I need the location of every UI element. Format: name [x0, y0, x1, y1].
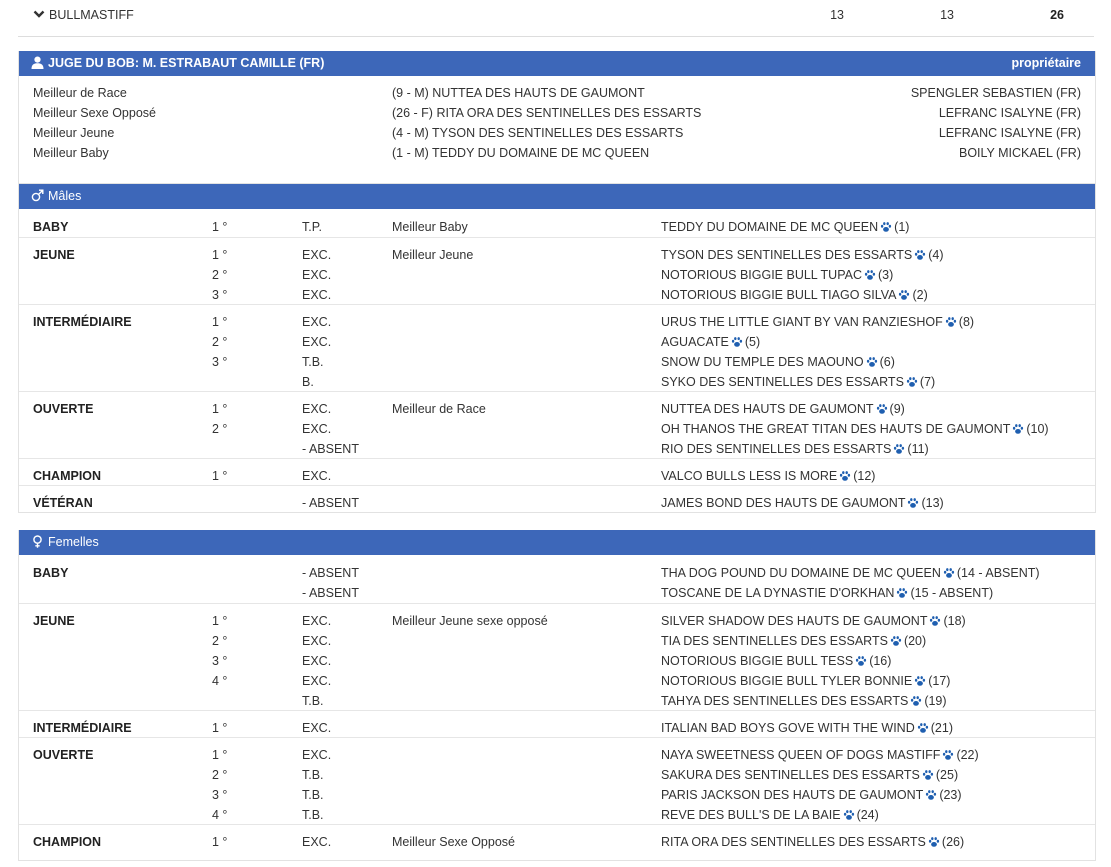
entry-rank: 3 ° — [212, 788, 228, 802]
entry-qualification: EXC. — [302, 288, 332, 302]
catalog-number: (9) — [889, 402, 905, 416]
dog-name-link[interactable]: NOTORIOUS BIGGIE BULL TYLER BONNIE — [661, 674, 913, 688]
entry-rank: 1 ° — [212, 614, 228, 628]
entry-dog — [661, 765, 958, 787]
catalog-number: (10) — [1026, 422, 1049, 436]
entry-dog — [661, 352, 895, 374]
entry-row — [19, 718, 1095, 738]
paw-icon[interactable] — [866, 354, 878, 374]
entry-qualification: EXC. — [302, 674, 332, 688]
catalog-number: (22) — [956, 748, 979, 762]
entry-rank: 2 ° — [212, 335, 228, 349]
entry-dog — [661, 583, 993, 605]
catalog-number: (23) — [939, 788, 962, 802]
entry-rank: 1 ° — [212, 248, 228, 262]
catalog-number: (12) — [853, 469, 876, 483]
entry-dog — [661, 651, 891, 673]
entry-row — [19, 217, 1095, 237]
paw-icon[interactable] — [907, 495, 919, 515]
entry-award: Meilleur Jeune sexe opposé — [392, 614, 548, 628]
entry-dog — [661, 785, 962, 807]
paw-icon[interactable] — [880, 219, 892, 239]
entry-qualification: - ABSENT — [302, 586, 359, 600]
dog-name-link[interactable]: OH THANOS THE GREAT TITAN DES HAUTS DE GAUMONT — [661, 422, 1011, 436]
females-title: Femelles — [48, 535, 99, 549]
entry-row — [19, 785, 1095, 805]
award-row — [33, 143, 1081, 163]
entry-dog — [661, 217, 909, 239]
catalog-number: (4) — [928, 248, 944, 262]
breed-name[interactable]: BULLMASTIFF — [49, 8, 134, 22]
entry-qualification: - ABSENT — [302, 566, 359, 580]
judge-panel-header — [19, 51, 1095, 76]
class-name: CHAMPION — [33, 835, 102, 849]
catalog-number: (15 - ABSENT) — [910, 586, 994, 600]
dog-name-link[interactable]: TYSON DES SENTINELLES DES ESSARTS — [661, 248, 913, 262]
dog-name-link[interactable]: PARIS JACKSON DES HAUTS DE GAUMONT — [661, 788, 924, 802]
chevron-down-icon[interactable] — [33, 8, 45, 20]
paw-icon[interactable] — [943, 565, 955, 585]
class-section — [19, 824, 1095, 852]
entry-qualification: EXC. — [302, 835, 332, 849]
entry-row — [19, 245, 1095, 265]
class-section — [19, 710, 1095, 738]
dog-name-link[interactable]: SNOW DU TEMPLE DES MAOUNO — [661, 355, 864, 369]
award-row — [33, 123, 1081, 143]
entry-rank: 1 ° — [212, 469, 228, 483]
dog-name-link[interactable]: NOTORIOUS BIGGIE BULL TIAGO SILVA — [661, 288, 897, 302]
entry-award: Meilleur Jeune — [392, 248, 474, 262]
divider — [18, 36, 1094, 37]
class-section — [19, 304, 1095, 392]
award-name: Meilleur Jeune — [33, 126, 115, 140]
paw-icon[interactable] — [855, 653, 867, 673]
entry-rank: 2 ° — [212, 268, 228, 282]
entry-rank: 2 ° — [212, 768, 228, 782]
dog-name-link[interactable]: VALCO BULLS LESS IS MORE — [661, 469, 838, 483]
entry-row — [19, 399, 1095, 419]
award-owner: LEFRANC ISALYNE (FR) — [938, 106, 1081, 120]
entry-dog — [661, 611, 966, 633]
entry-row — [19, 765, 1095, 785]
dog-name-link[interactable]: TOSCANE DE LA DYNASTIE D'ORKHAN — [661, 586, 895, 600]
catalog-number: (5) — [744, 335, 761, 349]
entry-rank: 1 ° — [212, 315, 228, 329]
catalog-number: (20) — [903, 634, 927, 648]
dog-name-link[interactable]: NOTORIOUS BIGGIE BULL TUPAC — [661, 268, 862, 282]
female-icon — [31, 535, 44, 548]
catalog-number: (14 - ABSENT) — [956, 566, 1040, 580]
entry-rank: 1 ° — [212, 402, 228, 416]
entry-qualification: EXC. — [302, 402, 332, 416]
entry-row — [19, 372, 1095, 392]
entry-qualification: B. — [302, 375, 314, 389]
paw-icon[interactable] — [922, 767, 934, 787]
paw-icon[interactable] — [731, 334, 743, 354]
entry-row — [19, 651, 1095, 671]
dog-name-link[interactable]: TEDDY DU DOMAINE DE MC QUEEN — [661, 220, 879, 234]
dog-name-link[interactable]: AGUACATE — [661, 335, 729, 349]
entry-qualification: T.B. — [302, 694, 324, 708]
dog-name-link[interactable]: SILVER SHADOW DES HAUTS DE GAUMONT — [661, 614, 928, 628]
entry-row — [19, 805, 1095, 825]
entry-qualification: EXC. — [302, 315, 332, 329]
dog-name-link[interactable]: THA DOG POUND DU DOMAINE DE MC QUEEN — [661, 566, 941, 580]
breed-row[interactable] — [0, 0, 1111, 32]
dog-name-link[interactable]: ITALIAN BAD BOYS GOVE WITH THE WIND — [661, 721, 915, 735]
dog-name-link[interactable]: SYKO DES SENTINELLES DES ESSARTS — [661, 375, 904, 389]
entry-row — [19, 832, 1095, 852]
entry-dog — [661, 745, 979, 767]
count-total: 26 — [1050, 8, 1064, 22]
dog-name-link[interactable]: RITA ORA DES SENTINELLES DES ESSARTS — [661, 835, 926, 849]
paw-icon[interactable] — [925, 787, 937, 807]
catalog-number: (21) — [930, 721, 953, 735]
entry-award: Meilleur Sexe Opposé — [392, 835, 515, 849]
entry-dog — [661, 265, 893, 287]
entry-qualification: EXC. — [302, 721, 332, 735]
catalog-number: (18) — [943, 614, 966, 628]
entry-qualification: EXC. — [302, 268, 332, 282]
class-name: INTERMÉDIAIRE — [33, 315, 132, 329]
entry-rank: 3 ° — [212, 355, 228, 369]
entry-row — [19, 563, 1095, 583]
class-section — [19, 458, 1095, 486]
entry-rank: 3 ° — [212, 288, 228, 302]
dog-name-link[interactable]: TIA DES SENTINELLES DES ESSARTS — [661, 634, 888, 648]
dog-name-link[interactable]: JAMES BOND DES HAUTS DE GAUMONT — [661, 496, 906, 510]
catalog-number: (6) — [879, 355, 895, 369]
award-row — [33, 103, 1081, 123]
paw-icon[interactable] — [896, 585, 908, 605]
entry-qualification: - ABSENT — [302, 496, 359, 510]
catalog-number: (13) — [921, 496, 944, 510]
catalog-number: (17) — [928, 674, 951, 688]
entry-qualification: EXC. — [302, 614, 332, 628]
class-section — [19, 737, 1095, 825]
entry-row — [19, 439, 1095, 459]
entry-row — [19, 583, 1095, 603]
entry-qualification: T.B. — [302, 808, 324, 822]
entry-dog — [661, 332, 760, 354]
class-name: JEUNE — [33, 248, 75, 262]
dog-name-link[interactable]: NOTORIOUS BIGGIE BULL TESS — [661, 654, 854, 668]
award-name: Meilleur Baby — [33, 146, 109, 160]
entry-qualification: EXC. — [302, 654, 332, 668]
entry-dog — [661, 563, 1040, 585]
males-title: Mâles — [48, 189, 82, 203]
dog-name-link[interactable]: REVE DES BULL'S DE LA BAIE — [661, 808, 841, 822]
dog-name-link[interactable]: TAHYA DES SENTINELLES DES ESSARTS — [661, 694, 909, 708]
user-icon — [31, 56, 44, 69]
catalog-number: (8) — [958, 315, 975, 329]
entry-qualification: EXC. — [302, 748, 332, 762]
catalog-number: (1) — [894, 220, 910, 234]
award-owner: BOILY MICKAEL (FR) — [958, 146, 1081, 160]
entry-row — [19, 671, 1095, 691]
entry-rank: 4 ° — [212, 674, 228, 688]
class-section — [19, 485, 1095, 513]
entry-row — [19, 332, 1095, 352]
catalog-number: (25) — [935, 768, 959, 782]
paw-icon[interactable] — [928, 834, 940, 854]
class-section — [19, 603, 1095, 711]
male-icon — [31, 189, 44, 202]
entry-dog — [661, 245, 944, 267]
entry-dog — [661, 631, 926, 653]
entry-rank: 1 ° — [212, 220, 228, 234]
award-dog[interactable]: (1 - M) TEDDY DU DOMAINE DE MC QUEEN — [392, 146, 650, 160]
class-section — [19, 210, 1095, 237]
class-name: JEUNE — [33, 614, 75, 628]
entry-rank: 1 ° — [212, 721, 228, 735]
catalog-number: (24) — [856, 808, 879, 822]
entry-dog — [661, 671, 950, 693]
dog-name-link[interactable]: NUTTEA DES HAUTS DE GAUMONT — [661, 402, 874, 416]
paw-icon[interactable] — [945, 314, 957, 334]
entry-row — [19, 466, 1095, 486]
catalog-number: (16) — [869, 654, 892, 668]
entry-row — [19, 493, 1095, 513]
entry-rank: 1 ° — [212, 748, 228, 762]
entry-qualification: T.P. — [302, 220, 322, 234]
class-name: BABY — [33, 566, 69, 580]
entry-row — [19, 691, 1095, 711]
entry-dog — [661, 312, 974, 334]
entry-rank: 2 ° — [212, 634, 228, 648]
entry-dog — [661, 493, 944, 515]
entry-qualification: T.B. — [302, 788, 324, 802]
dog-name-link[interactable]: URUS THE LITTLE GIANT BY VAN RANZIESHOF — [661, 315, 943, 329]
paw-icon[interactable] — [942, 747, 954, 767]
paw-icon[interactable] — [929, 613, 941, 633]
judge-panel — [18, 51, 1096, 184]
males-panel — [18, 184, 1096, 513]
class-name: OUVERTE — [33, 402, 94, 416]
class-section — [19, 237, 1095, 305]
award-row — [33, 83, 1081, 103]
entry-qualification: - ABSENT — [302, 442, 359, 456]
entry-award: Meilleur Baby — [392, 220, 468, 234]
entry-rank: 4 ° — [212, 808, 228, 822]
entry-qualification: T.B. — [302, 355, 324, 369]
class-section — [19, 391, 1095, 459]
entry-row — [19, 745, 1095, 765]
catalog-number: (11) — [907, 442, 929, 456]
catalog-number: (7) — [919, 375, 936, 389]
award-owner: LEFRANC ISALYNE (FR) — [938, 126, 1081, 140]
count-females: 13 — [940, 8, 954, 22]
catalog-number: (2) — [912, 288, 928, 302]
entry-row — [19, 419, 1095, 439]
class-name: BABY — [33, 220, 69, 234]
judge-title: JUGE DU BOB: M. ESTRABAUT CAMILLE (FR) — [48, 56, 325, 70]
award-dog[interactable]: (4 - M) TYSON DES SENTINELLES DES ESSARTS — [392, 126, 684, 140]
entry-row — [19, 611, 1095, 631]
paw-icon[interactable] — [890, 633, 902, 653]
paw-icon[interactable] — [914, 247, 926, 267]
award-dog[interactable]: (26 - F) RITA ORA DES SENTINELLES DES ESSARTS — [392, 106, 702, 120]
entry-row — [19, 352, 1095, 372]
entry-qualification: EXC. — [302, 335, 332, 349]
males-header — [19, 184, 1095, 209]
paw-icon[interactable] — [864, 267, 876, 287]
owner-column-label: propriétaire — [1011, 56, 1081, 70]
award-name: Meilleur Sexe Opposé — [33, 106, 156, 120]
entry-qualification: EXC. — [302, 248, 332, 262]
entry-qualification: EXC. — [302, 634, 332, 648]
class-name: CHAMPION — [33, 469, 102, 483]
class-name: VÉTÉRAN — [33, 496, 93, 510]
class-section — [19, 556, 1095, 603]
entry-dog — [661, 832, 964, 854]
entry-qualification: EXC. — [302, 469, 332, 483]
females-header — [19, 530, 1095, 555]
females-panel — [18, 530, 1096, 861]
award-dog[interactable]: (9 - M) NUTTEA DES HAUTS DE GAUMONT — [392, 86, 645, 100]
award-name: Meilleur de Race — [33, 86, 127, 100]
entry-rank: 1 ° — [212, 835, 228, 849]
paw-icon[interactable] — [1012, 421, 1024, 441]
entry-row — [19, 285, 1095, 305]
entry-dog — [661, 399, 905, 421]
entry-qualification: T.B. — [302, 768, 324, 782]
catalog-number: (3) — [877, 268, 894, 282]
entry-rank: 3 ° — [212, 654, 228, 668]
count-males: 13 — [830, 8, 844, 22]
entry-dog — [661, 419, 1049, 441]
entry-row — [19, 265, 1095, 285]
award-owner: SPENGLER SEBASTIEN (FR) — [910, 86, 1081, 100]
catalog-number: (19) — [924, 694, 947, 708]
entry-rank: 2 ° — [212, 422, 228, 436]
class-name: INTERMÉDIAIRE — [33, 721, 132, 735]
dog-name-link[interactable]: RIO DES SENTINELLES DES ESSARTS — [661, 442, 892, 456]
entry-row — [19, 312, 1095, 332]
dog-name-link[interactable]: SAKURA DES SENTINELLES DES ESSARTS — [661, 768, 920, 782]
catalog-number: (26) — [941, 835, 965, 849]
entry-award: Meilleur de Race — [392, 402, 486, 416]
paw-icon[interactable] — [914, 673, 926, 693]
entry-row — [19, 631, 1095, 651]
dog-name-link[interactable]: NAYA SWEETNESS QUEEN OF DOGS MASTIFF — [661, 748, 941, 762]
class-name: OUVERTE — [33, 748, 94, 762]
entry-qualification: EXC. — [302, 422, 332, 436]
paw-icon[interactable] — [876, 401, 888, 421]
